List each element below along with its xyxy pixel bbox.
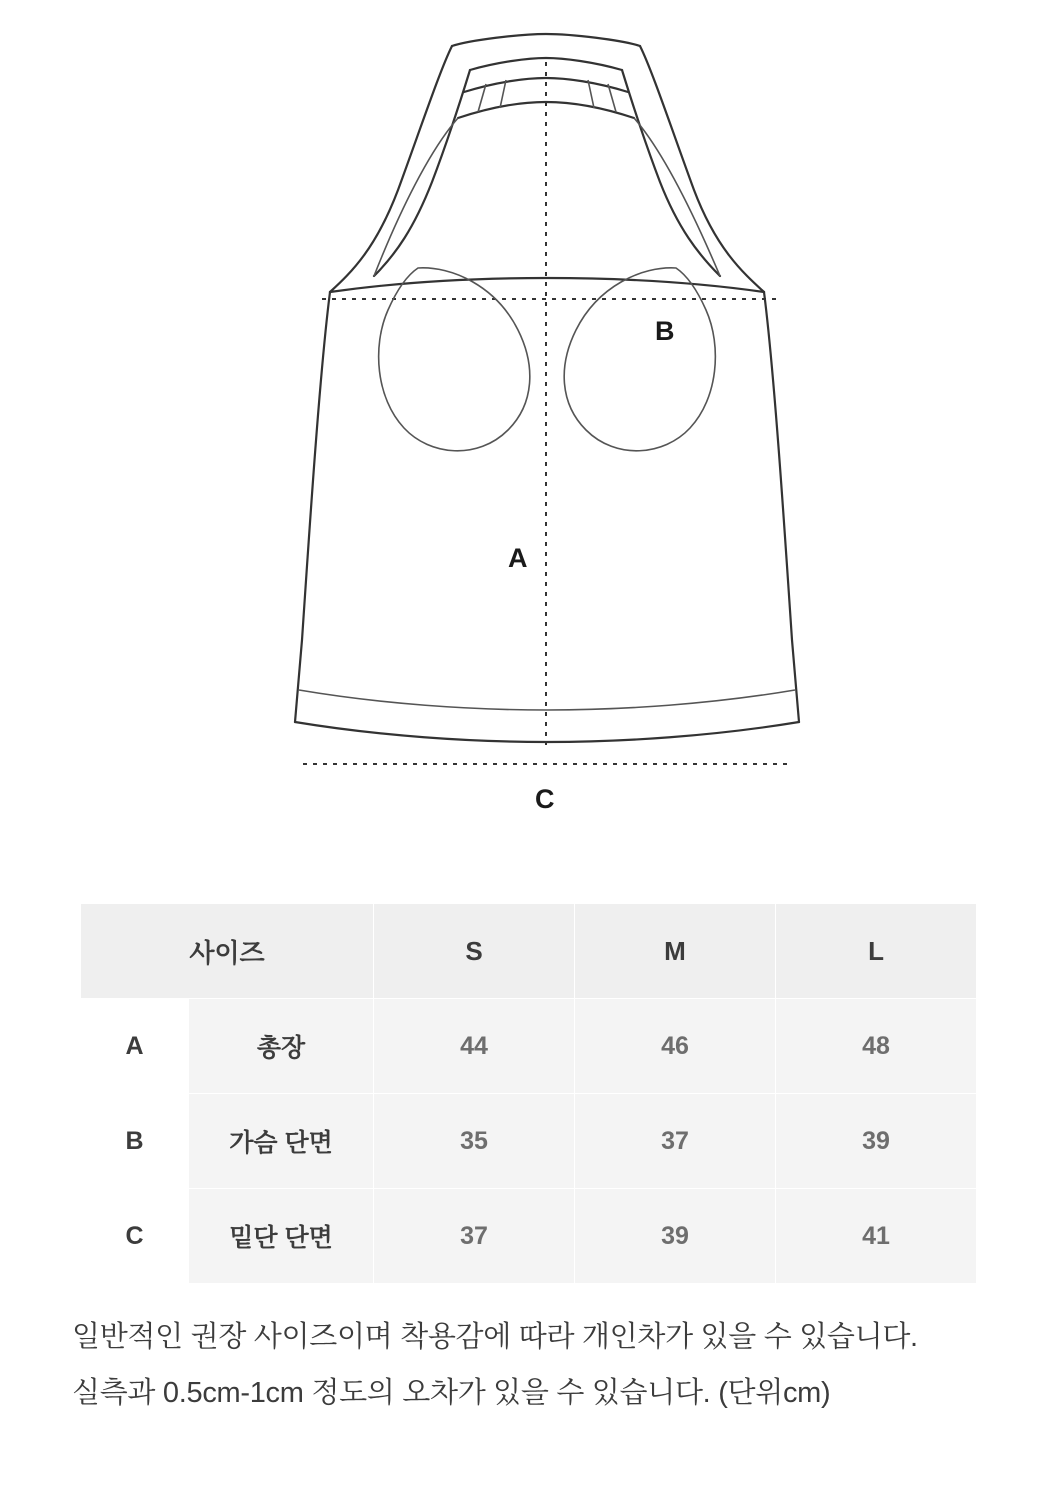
header-size-l: L <box>776 904 977 999</box>
header-size-m: M <box>575 904 776 999</box>
label-a: A <box>508 543 528 573</box>
label-b: B <box>655 316 675 346</box>
row-b-value-m: 37 <box>575 1094 776 1189</box>
size-table-container <box>80 903 976 1284</box>
band-detail-left-2 <box>500 80 506 108</box>
right-bust-cup <box>564 268 715 451</box>
row-b-value-l: 39 <box>776 1094 977 1189</box>
size-table-header-row <box>81 904 977 999</box>
header-size-s: S <box>374 904 575 999</box>
row-c-value-l: 41 <box>776 1189 977 1284</box>
note-line-2: 실측과 0.5cm-1cm 정도의 오차가 있을 수 있습니다. (단위cm) <box>72 1377 831 1410</box>
size-table <box>80 903 977 1284</box>
size-notes <box>72 1316 1012 1428</box>
row-name-c: 밑단 단면 <box>189 1189 374 1284</box>
row-code-c: C <box>81 1189 189 1284</box>
neckline-top-edge <box>452 34 640 46</box>
row-c-value-s: 37 <box>374 1189 575 1284</box>
table-row <box>81 999 977 1094</box>
left-side-seam <box>295 292 330 722</box>
row-b-value-s: 35 <box>374 1094 575 1189</box>
row-code-a: A <box>81 999 189 1094</box>
row-a-value-s: 44 <box>374 999 575 1094</box>
row-name-a: 총장 <box>189 999 374 1094</box>
left-strap-inner <box>374 70 470 276</box>
row-a-value-l: 48 <box>776 999 977 1094</box>
row-name-b: 가슴 단면 <box>189 1094 374 1189</box>
row-a-value-m: 46 <box>575 999 776 1094</box>
note-line-1: 일반적인 권장 사이즈이며 착용감에 따라 개인차가 있을 수 있습니다. <box>72 1321 918 1353</box>
left-bust-cup <box>379 268 530 451</box>
table-row <box>81 1094 977 1189</box>
left-strap-outer <box>330 46 452 292</box>
label-c: C <box>535 784 555 814</box>
right-side-seam <box>764 292 799 722</box>
header-size-label: 사이즈 <box>81 904 374 999</box>
table-row <box>81 1189 977 1284</box>
row-c-value-m: 39 <box>575 1189 776 1284</box>
row-code-b: B <box>81 1094 189 1189</box>
band-detail-right-2 <box>588 80 594 108</box>
